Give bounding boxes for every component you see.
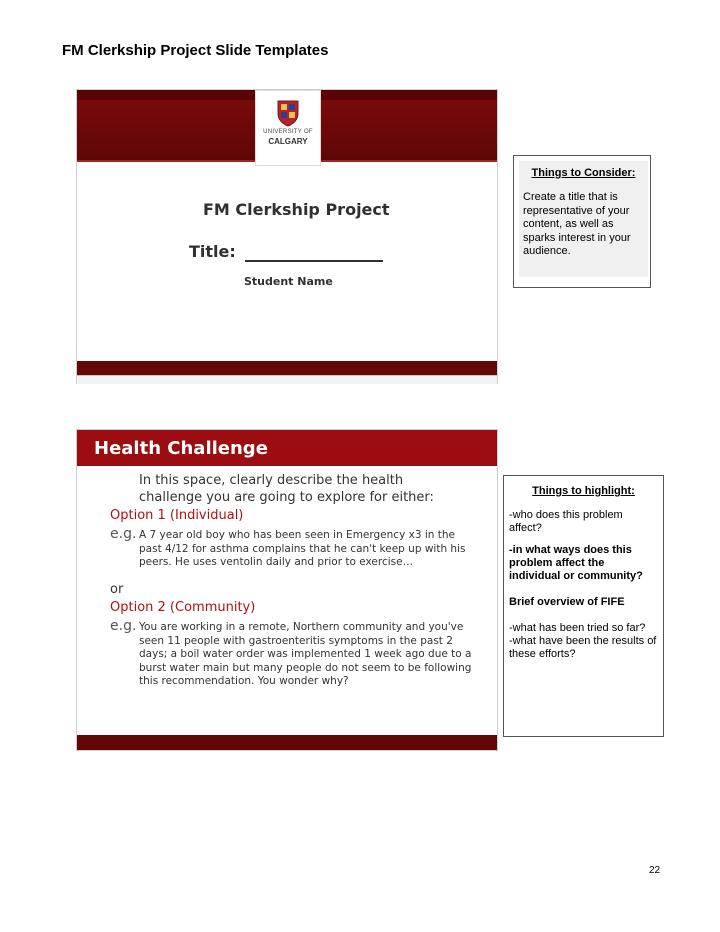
project-heading: FM Clerkship Project [203,200,390,219]
slide-footer-strip [77,375,497,384]
things-to-consider-heading: Things to Consider: [531,167,636,179]
highlight-item: Brief overview of FIFE [509,596,625,608]
things-to-highlight-box [503,475,664,737]
intro-text: In this space, clearly describe the health challenge you are going to explore for either: [139,473,434,505]
page-number: 22 [649,865,661,876]
student-name-label: Student Name [244,275,333,288]
highlight-item: -what has been tried so far? [509,622,646,634]
slide-header-band [77,430,497,466]
example-1-label: e.g. [110,526,137,542]
things-to-highlight-heading: Things to highlight: [532,485,635,497]
logo-name-text: CALGARY [268,137,308,146]
example-2-text: You are working in a remote, Northern community and you've seen 11 people with gastroenteritis symptoms in the past 2 days; a boil water order was implemented 1 week ago due to a burst water main but many people do not seem to be following this recommendation. You wonder why? [139,621,472,687]
highlight-item: -who does this problem affect? [509,509,623,534]
example-2-label: e.g. [110,618,137,634]
university-logo [255,90,321,166]
logo-university-text: UNIVERSITY OF [263,129,313,135]
slide-footer-band [77,735,497,750]
things-to-consider-box [513,155,651,288]
title-label: Title: [189,242,236,261]
slide-footer-band [77,361,497,375]
highlight-item: -what have been the results of these efforts? [509,635,657,660]
option-1-label: Option 1 (Individual) [110,508,244,523]
page-title: FM Clerkship Project Slide Templates [62,42,329,59]
option-2-label: Option 2 (Community) [110,600,256,615]
slide-title: Health Challenge [94,438,268,459]
health-challenge-slide [77,430,497,750]
example-1-text: A 7 year old boy who has been seen in Emergency x3 in the past 4/12 for asthma complains that he can't keep up with his peers. He uses ventolin daily and prior to exercise… [139,529,466,568]
crest-icon [276,99,300,127]
things-to-consider-body: Create a title that is representative of your content, as well as sparks interest in your audience. [523,191,631,257]
or-label: or [110,582,124,597]
title-slide-template [77,90,497,383]
title-blank-line [245,260,383,262]
highlight-item: -in what ways does this problem affect the individual or community? [509,544,643,582]
